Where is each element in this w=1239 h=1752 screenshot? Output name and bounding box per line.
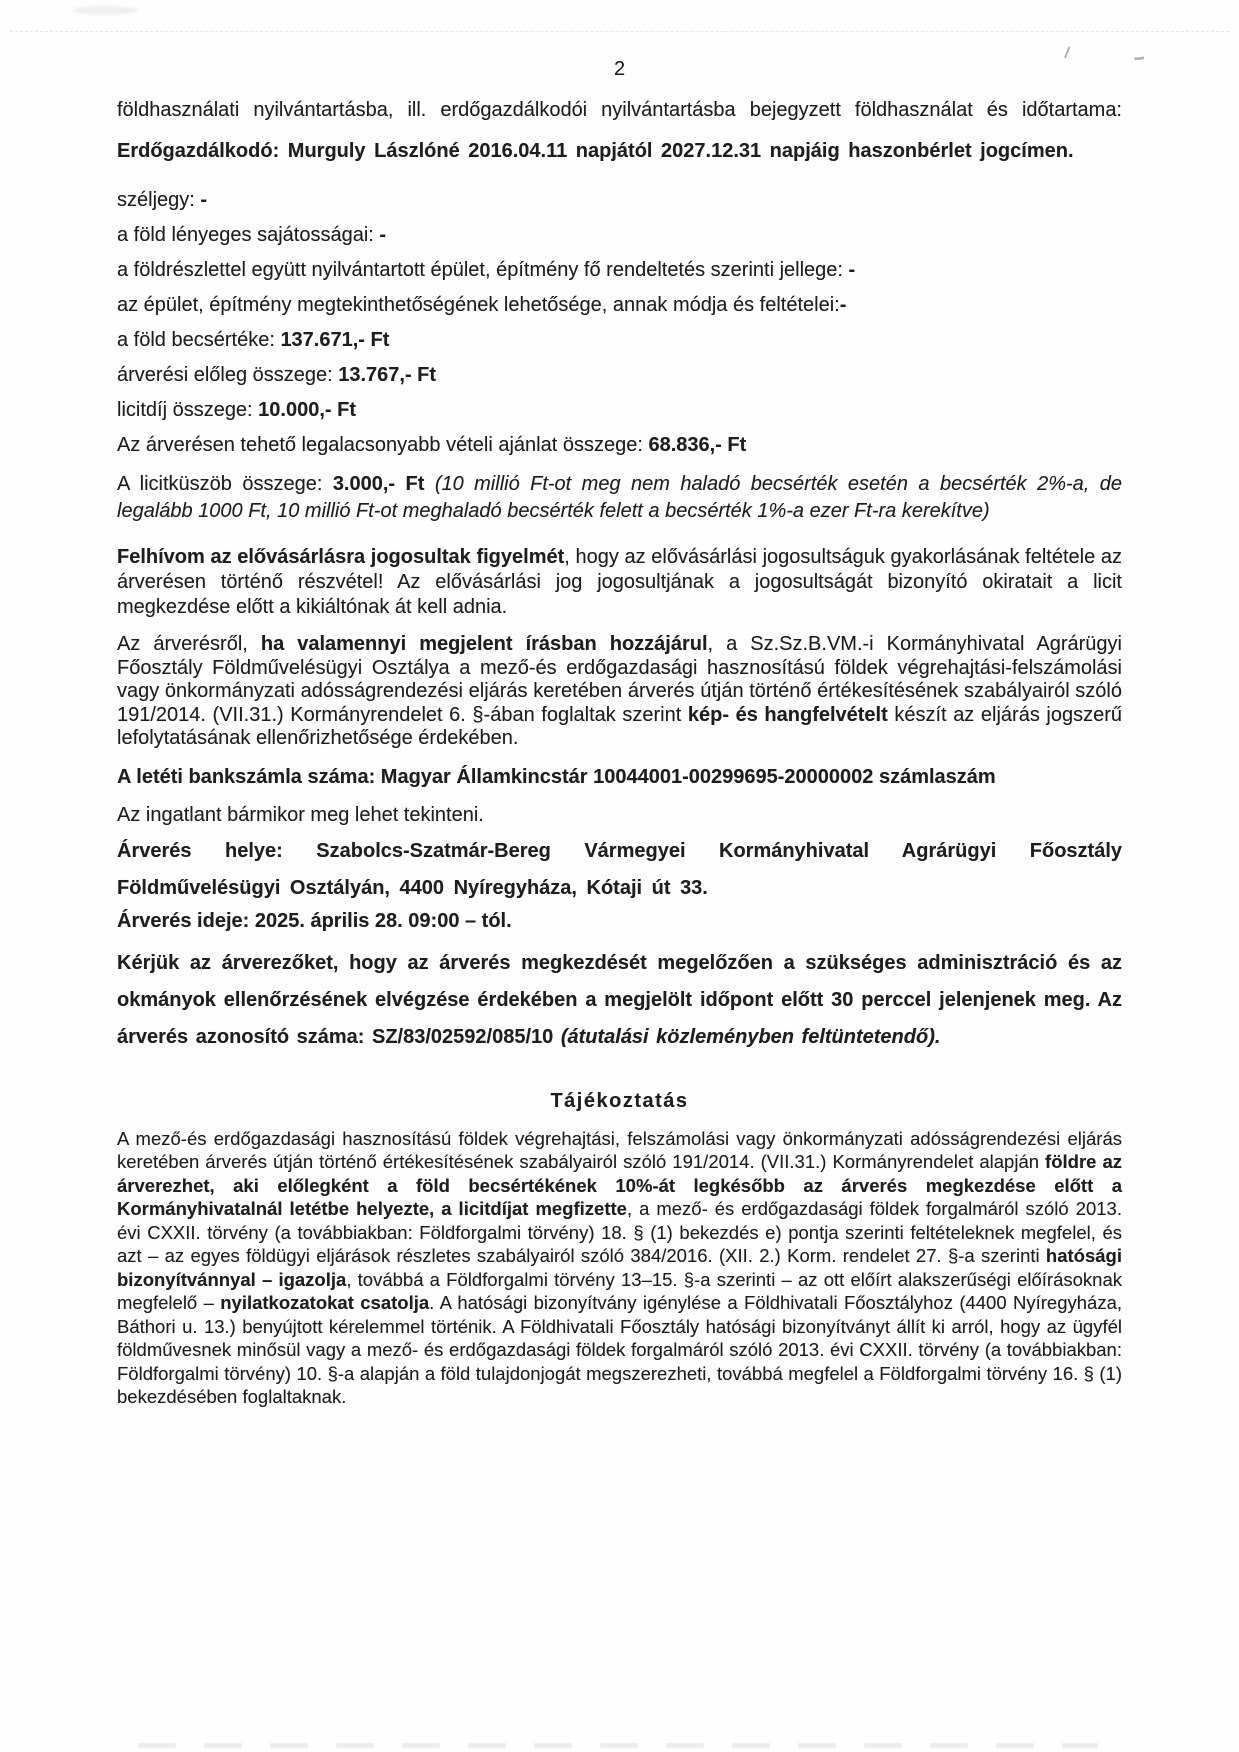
- field-epulet-jellege: a földrészlettel együtt nyilvántartott épület, építmény fő rendeltetés szerinti jellege: -: [117, 259, 856, 281]
- section-title-tajekoztatas: Tájékoztatás: [550, 1089, 689, 1112]
- paragraph-arveres-felvetel: Az árverésről, ha valamennyi megjelent írásban hozzájárul, a Sz.Sz.B.VM.-i Kormányhivatal Agrárügyi Főosztály Földművelésügyi Osztálya a mező-és erdőgazdasági hasznosítású földek végrehajtási-felszámolási vagy önkormányzati adósságrendezési eljárás keretében árverés útján történő értékesítésének szabályairól szóló 191/2014. (VII.31.) Kormányrendelet 6. §-ában foglaltak szerint kép- és hangfelvételt készít az eljárás jogszerű lefolytatásának ellenőrizhetősége érdekében.: [117, 633, 1122, 749]
- field-megtekinthetoseg: az épület, építmény megtekinthetőségének lehetősége, annak módja és feltételei:-: [117, 294, 847, 316]
- paragraph-land-use-intro: földhasználati nyilvántartásba, ill. erdőgazdálkodói nyilvántartásba bejegyzett földhasználat és időtartama: Erdőgazdálkodó: Murguly Lászlóné 2016.04.11 napjától 2027.12.31 napjáig haszonbérlet jogcímen.: [117, 99, 1122, 162]
- scan-artifact-bottom-smudge: [138, 1743, 1098, 1748]
- paragraph-tajekoztatas: A mező-és erdőgazdasági hasznosítású földek végrehajtási, felszámolási vagy önkormányzati adósságrendezési eljárás keretében árverés útján történő értékesítésének szabályairól szóló 191/2014. (VII.31.) Kormányrendelet alapján földre az árverezhet, aki előlegként a föld becsértékének 10%-át legkésőbb az árverés megkezdése előtt a Kormányhivatalnál letétbe helyezte, a licitdíjat megfizette, a mező- és erdőgazdasági földek forgalmáról szóló 2013. évi CXXII. törvény (a továbbiakban: Földforgalmi törvény) 18. § (1) bekezdés e) pontja szerinti feltételeknek megfelel, és azt – az egyes földügyi eljárások részletes szabályairól szóló 384/2016. (XII. 2.) Korm. rendelet 27. §-a szerinti hatósági bizonyítvánnyal – igazolja, továbbá a Földforgalmi törvény 13–15. §-a szerinti – az ott előírt alakszerűségi előírásoknak megfelelő – nyilatkozatokat csatolja. A hatósági bizonyítvány igénylése a Földhivatali Főosztályhoz (4400 Nyíregyháza, Báthori u. 13.) benyújtott kérelemmel történik. A Földhivatali Főosztály hatósági bizonyítványt állít ki arról, hogy az ügyfél földművesnek minősül vagy a mező- és erdőgazdasági földek forgalmáról szóló 2013. évi CXXII. törvény (a továbbiakban: Földforgalmi törvény) 10. §-a alapján a föld tulajdonjogát megszerezheti, továbbá megfelel a Földforgalmi törvény 16. § (1) bekezdésében foglaltaknak.: [117, 1127, 1122, 1407]
- paragraph-kerjuk-arverezok: Kérjük az árverezőket, hogy az árverés megkezdését megelőzően a szükséges adminisztráció és az okmányok ellenőrzésének elvégzése érdekében a megjelölt időpont előtt 30 perccel jelenjenek meg. Az árverés azonosító száma: SZ/83/02592/085/10 (átutalási közleményben feltüntetendő).: [117, 951, 1122, 1048]
- field-szeljegy: széljegy: -: [117, 189, 208, 211]
- scan-artifact-topline: [10, 31, 1229, 32]
- page-number: 2: [613, 58, 626, 80]
- paragraph-felhivas-elovasarlas: Felhívom az elővásárlásra jogosultak figyelmét, hogy az elővásárlási jogosultságuk gyakorlásának feltétele az árverésen történő részvétel! Az elővásárlási jog jogosultjának a jogosultságát bizonyító okiratait a licit megkezdése előtt a kikiáltónak át kell adnia.: [117, 546, 1122, 618]
- field-becsertek: a föld becsértéke: 137.671,- Ft: [117, 329, 390, 351]
- field-licitdij: licitdíj összege: 10.000,- Ft: [117, 399, 356, 421]
- paragraph-leteti-bankszamla: A letéti bankszámla száma: Magyar Államkincstár 10044001-00299695-20000002 számlaszám: [117, 765, 996, 788]
- scan-artifact-smudge: [72, 6, 138, 15]
- field-fold-sajatossagai: a föld lényeges sajátosságai: -: [117, 224, 387, 246]
- paragraph-ingatlan-megtekintes: Az ingatlant bármikor meg lehet tekinteni.: [117, 803, 484, 826]
- paragraph-arveres-helye: Árverés helye: Szabolcs-Szatmár-Bereg Vármegyei Kormányhivatal Agrárügyi Főosztály Földművelésügyi Osztályán, 4400 Nyíregyháza, Kótaji út 33.: [117, 839, 1122, 899]
- document-content: [0, 56, 1239, 1409]
- paragraph-arveres-ideje: Árverés ideje: 2025. április 28. 09:00 – tól.: [117, 909, 512, 932]
- field-minimalis-ajanlat: Az árverésen tehető legalacsonyabb vételi ajánlat összege: 68.836,- Ft: [117, 434, 747, 456]
- paragraph-licitkuszob: A licitküszöb összege: 3.000,- Ft (10 millió Ft-ot meg nem haladó becsérték esetén a becsérték 2%-a, de legalább 1000 Ft, 10 millió Ft-ot meghaladó becsérték felett a becsérték 1%-a ezer Ft-ra kerekítve): [117, 473, 1122, 522]
- field-arveresi-eloleg: árverési előleg összege: 13.767,- Ft: [117, 364, 437, 386]
